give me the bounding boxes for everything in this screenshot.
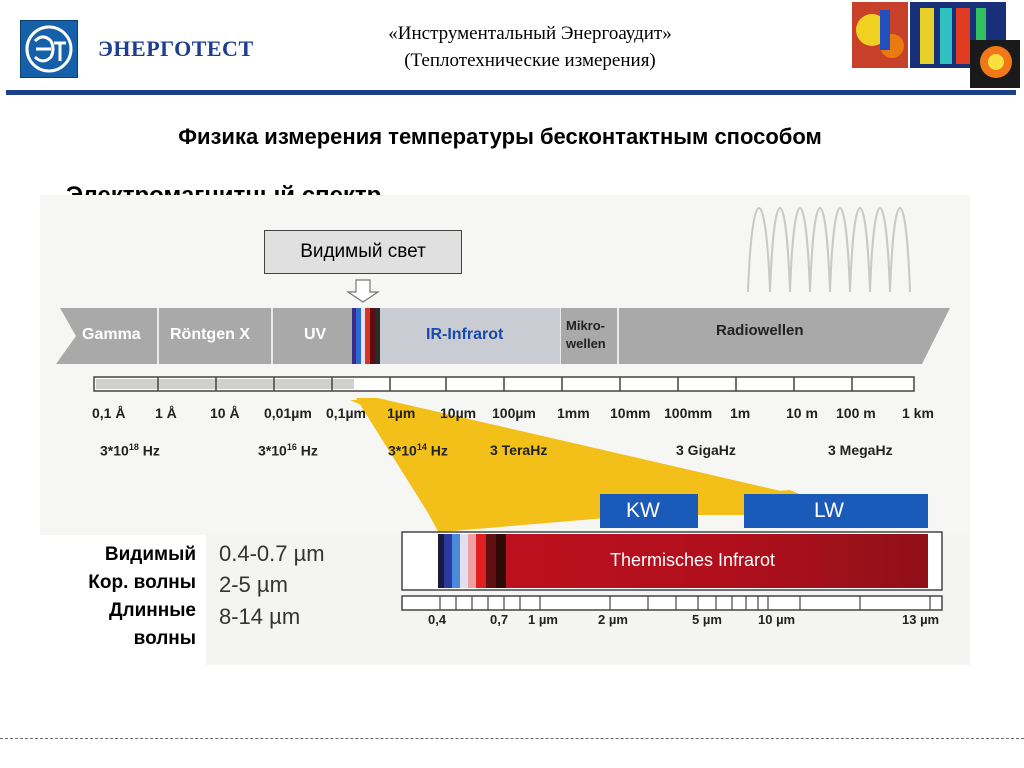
thermal-ir-label: Thermisches Infrarot bbox=[610, 550, 776, 570]
range-short-label: Кор. волны bbox=[88, 572, 196, 593]
wl-label: 1 Å bbox=[155, 405, 177, 421]
visible-light-box: Видимый свет bbox=[264, 230, 462, 274]
thermal-tick-label: 10 µm bbox=[758, 612, 796, 627]
wl-label: 0,01µm bbox=[264, 405, 312, 421]
lw-label: LW bbox=[814, 499, 844, 522]
range-visible-value: 0.4-0.7 µm bbox=[219, 541, 325, 566]
range-long-label-1: Длинные bbox=[108, 600, 196, 621]
brand-name: ЭНЕРГОТЕСТ bbox=[98, 36, 254, 61]
freq-label: $3*10^{18}$ Hz bbox=[100, 442, 160, 459]
wl-label: 100 m bbox=[836, 405, 876, 421]
thermal-tick-label: 1 µm bbox=[528, 612, 558, 627]
range-short-value: 2-5 µm bbox=[219, 572, 288, 597]
wl-label: 100mm bbox=[664, 405, 713, 421]
wl-label: 100µm bbox=[492, 405, 536, 421]
wl-label: 10µm bbox=[440, 405, 477, 421]
range-long-value: 8-14 µm bbox=[219, 604, 301, 629]
band-ir: IR-Infrarot bbox=[426, 326, 504, 343]
wl-label: 1mm bbox=[557, 405, 590, 421]
band-uv: UV bbox=[304, 326, 327, 343]
freq-label: $3*10^{16}$ Hz bbox=[258, 442, 318, 459]
freq-label: $3*10^{14}$ Hz bbox=[388, 442, 448, 459]
kw-label: KW bbox=[626, 499, 660, 522]
band-roentgen: Röntgen X bbox=[170, 326, 250, 343]
band-micro-line1: Mikro- bbox=[566, 318, 605, 333]
header-title: «Инструментальный Энергоаудит» bbox=[388, 23, 672, 44]
wl-label: 10 Å bbox=[210, 405, 240, 421]
freq-label: 3 MegaHz bbox=[828, 442, 893, 458]
thermal-tick-label: 5 µm bbox=[692, 612, 722, 627]
wl-label: 0,1µm bbox=[326, 405, 366, 421]
wl-label: 1 km bbox=[902, 405, 934, 421]
freq-label: 3 TeraHz bbox=[490, 442, 548, 458]
band-radio: Radiowellen bbox=[716, 322, 804, 339]
footer-rule bbox=[0, 738, 1024, 739]
wl-label: 10mm bbox=[610, 405, 651, 421]
band-gamma: Gamma bbox=[82, 326, 141, 343]
range-long-label-2: волны bbox=[133, 628, 196, 649]
wl-label: 10 m bbox=[786, 405, 818, 421]
freq-label: 3 GigaHz bbox=[676, 442, 736, 458]
thermal-tick-label: 0,7 bbox=[490, 612, 509, 627]
header-subtitle: (Теплотехнические измерения) bbox=[404, 50, 656, 71]
thermal-tick-label: 13 µm bbox=[902, 612, 940, 627]
range-visible-label: Видимый bbox=[104, 544, 196, 565]
thermal-tick-label: 0,4 bbox=[428, 612, 447, 627]
wl-label: 1m bbox=[730, 405, 751, 421]
thermal-tick-label: 2 µm bbox=[598, 612, 628, 627]
band-micro-line2: wellen bbox=[566, 336, 606, 351]
slide-title: Физика измерения температуры бесконтактным способом bbox=[178, 124, 822, 149]
wl-label: 1µm bbox=[387, 405, 416, 421]
wl-label: 0,1 Å bbox=[92, 405, 126, 421]
